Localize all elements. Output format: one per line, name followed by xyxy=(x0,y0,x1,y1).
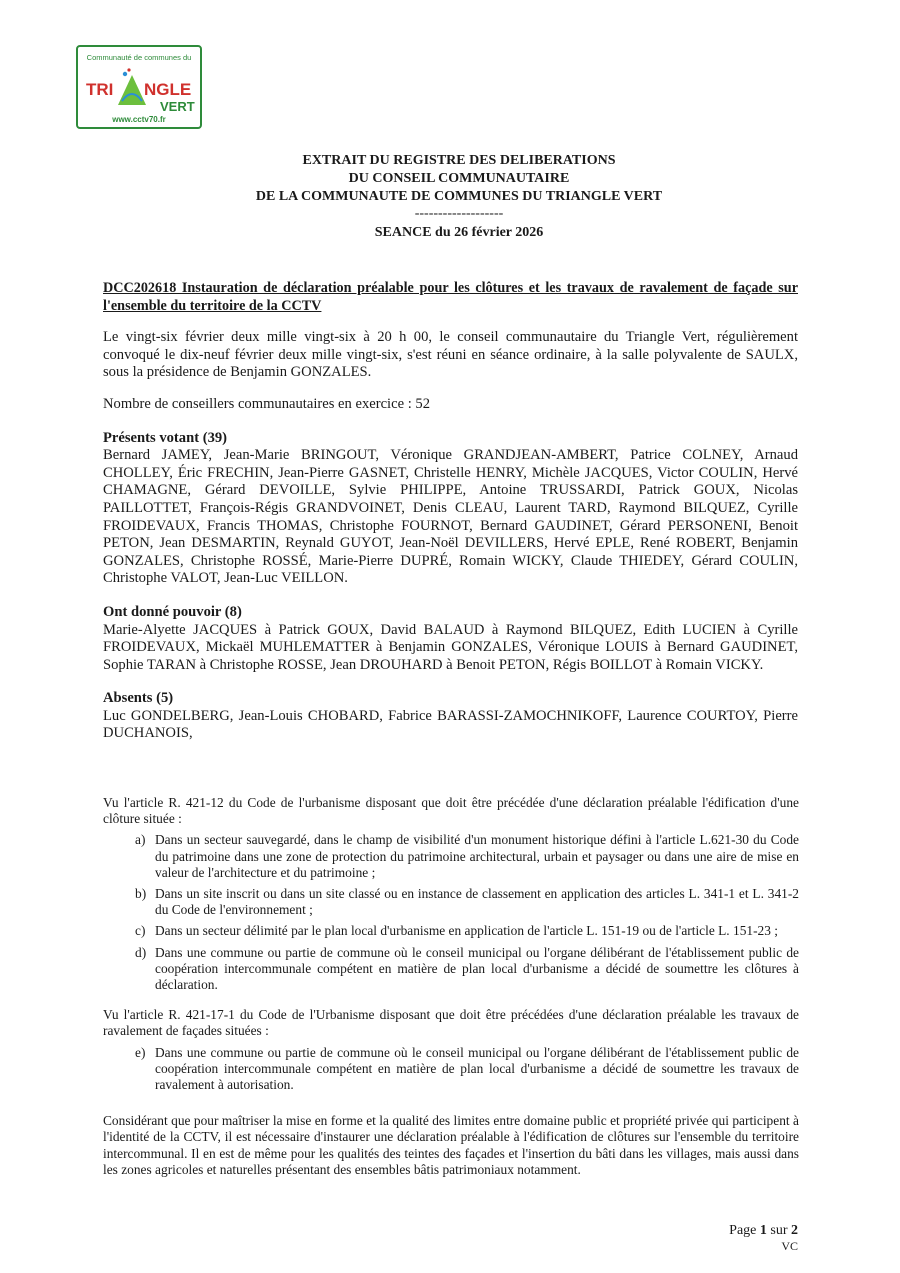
legal-section xyxy=(103,795,799,1178)
vu-article-ravalement: Vu l'article R. 421-17-1 du Code de l'Urbanisme disposant que doit être précédées d'une déclaration préalable les travaux de ravalement de façades situées : xyxy=(103,1007,799,1039)
list-item-text: Dans un site inscrit ou dans un site classé ou en instance de classement en application des articles L. 341-1 et L. 341-2 du Code de l'environnement ; xyxy=(155,886,799,918)
deliberation-body xyxy=(103,280,798,743)
list-item-text: Dans une commune ou partie de commune où le conseil municipal ou l'organe délibérant de l'établissement public de coopération intercommunale compétent en matière de plan local d'urbanisme a décidé de soumettre les clôtures à déclaration. xyxy=(155,944,799,993)
seance-date: SEANCE du 26 février 2026 xyxy=(374,225,544,240)
logo-top-text: Communauté de communes du xyxy=(86,53,192,62)
document-header xyxy=(0,152,900,242)
page-footer xyxy=(729,1222,798,1253)
clotures-conditions-list xyxy=(135,832,799,993)
list-item xyxy=(135,923,799,939)
absents-list: Luc GONDELBERG, Jean-Louis CHOBARD, Fabrice BARASSI-ZAMOCHNIKOFF, Laurence COURTOY, Pierre DUCHANOIS, xyxy=(103,707,798,742)
header-line-2: DU CONSEIL COMMUNAUTAIRE xyxy=(348,171,570,186)
triangle-vert-logo-mark xyxy=(78,61,200,115)
header-separator: ------------------- xyxy=(414,206,504,221)
list-item-text: Dans un secteur sauvegardé, dans le champ de visibilité d'un monument historique défini à l'article L.621-30 du Code du patrimoine dans une zone de protection du patrimoine architectural, urbain et paysager ou dans une aire de mise en valeur de l'architecture et du patrimoine ; xyxy=(155,832,799,880)
header-line-3: DE LA COMMUNAUTE DE COMMUNES DU TRIANGLE VERT xyxy=(255,189,663,204)
logo-dot-blue xyxy=(123,72,127,76)
list-item xyxy=(135,832,799,881)
absents-heading: Absents (5) xyxy=(103,690,174,707)
list-marker: c) xyxy=(135,923,146,939)
logo-word-vert: VERT xyxy=(160,99,195,114)
page-label: Page xyxy=(729,1223,757,1238)
list-marker: d) xyxy=(135,944,147,960)
list-item-text: Dans une commune ou partie de commune où le conseil municipal ou l'organe délibérant de l'établissement public de coopération intercommunale compétent en matière de plan local d'urbanisme a décidé de soumettre les travaux de ravalement à autorisation. xyxy=(155,1044,799,1093)
page-sur: sur xyxy=(770,1223,788,1238)
logo-word-ngle: NGLE xyxy=(144,80,192,99)
pouvoirs-heading: Ont donné pouvoir (8) xyxy=(103,603,242,620)
list-marker: a) xyxy=(135,832,146,848)
cctv-logo xyxy=(76,45,202,129)
ravalement-conditions-list xyxy=(135,1045,799,1094)
page-number xyxy=(729,1222,798,1239)
header-line-1: EXTRAIT DU REGISTRE DES DELIBERATIONS xyxy=(302,153,616,168)
list-item xyxy=(135,1045,799,1094)
logo-dot-red xyxy=(127,68,130,71)
presents-list: Bernard JAMEY, Jean-Marie BRINGOUT, Véronique GRANDJEAN-AMBERT, Patrice COLNEY, Arnaud CHOLLEY, Éric FRECHIN, Jean-Pierre GASNET, Christelle HENRY, Michèle JACQUES, Victor COULIN, Hervé CHAMAGNE, Gérard DEVOILLE, Sylvie PHILIPPE, Antoine TRUSSARDI, Patrick GOUX, Nicolas PAILLOTTET, François-Régis GRANDVOINET, Denis CLEAU, Laurent TARD, Raymond BILQUEZ, Cyrille FROIDEVAUX, Francis THOMAS, Christophe FOURNOT, Bernard GAUDINET, Gérard PERSONENI, Benoit PETON, Jean DESMARTIN, Reynald GUYOT, Jean-Noël DEVILLERS, Hervé EPLE, René ROBERT, Benjamin GONZALES, Christophe ROSSÉ, Marie-Pierre DUPRÉ, Romain WICKY, Claude THIEDEY, Gérard COULIN, Christophe VALOT, Jean-Luc VEILLON. xyxy=(103,447,798,587)
deliberation-title: DCC202618 Instauration de déclaration préalable pour les clôtures et les travaux de ravalement de façade sur l'ensemble du territoire de la CCTV xyxy=(103,280,798,314)
presents-heading: Présents votant (39) xyxy=(103,429,228,446)
list-marker: e) xyxy=(135,1044,146,1060)
list-item xyxy=(135,945,799,994)
considerant-paragraph: Considérant que pour maîtriser la mise en forme et la qualité des limites entre domaine public et propriété privée qui participent à l'identité de la CCTV, il est nécessaire d'instaurer une déclaration préalable à l'édification de clôtures sur l'ensemble du territoire intercommunal. Il en est de même pour les qualités des teintes des façades et l'insertion du bâti dans les villages, mais aussi dans les zones agricoles et naturelles présentant des ensembles bâtis patrimoniaux notamment. xyxy=(103,1113,799,1177)
initials: VC xyxy=(781,1239,798,1253)
page-current: 1 xyxy=(759,1223,767,1238)
logo-url: www.cctv70.fr xyxy=(112,115,166,124)
list-item xyxy=(135,886,799,918)
logo-word-tri: TRI xyxy=(86,80,114,99)
list-item-text: Dans un secteur délimité par le plan local d'urbanisme en application de l'article L. 151-19 ou de l'article L. 151-23 ; xyxy=(155,923,778,939)
councillor-count: Nombre de conseillers communautaires en exercice : 52 xyxy=(103,395,431,412)
list-marker: b) xyxy=(135,886,147,902)
intro-paragraph: Le vingt-six février deux mille vingt-six à 20 h 00, le conseil communautaire du Triangle Vert, régulièrement convoqué le dix-neuf février deux mille vingt-six, s'est réuni en séance ordinaire, à la salle polyvalente de SAULX, sous la présidence de Benjamin GONZALES. xyxy=(103,329,798,381)
vu-article-clotures: Vu l'article R. 421-12 du Code de l'urbanisme disposant que doit être précédée d'une déclaration préalable l'édification d'une clôture située : xyxy=(103,795,799,827)
page-total: 2 xyxy=(791,1223,798,1238)
pouvoirs-list: Marie-Alyette JACQUES à Patrick GOUX, David BALAUD à Raymond BILQUEZ, Edith LUCIEN à Cyrille FROIDEVAUX, Mickaël MUHLEMATTER à Benjamin GONZALES, Véronique LOUIS à Bernard GAUDINET, Sophie TARAN à Christophe ROSSE, Jean DROUHARD à Benoit PETON, Régis BOILLOT à Romain VICKY. xyxy=(103,621,798,673)
